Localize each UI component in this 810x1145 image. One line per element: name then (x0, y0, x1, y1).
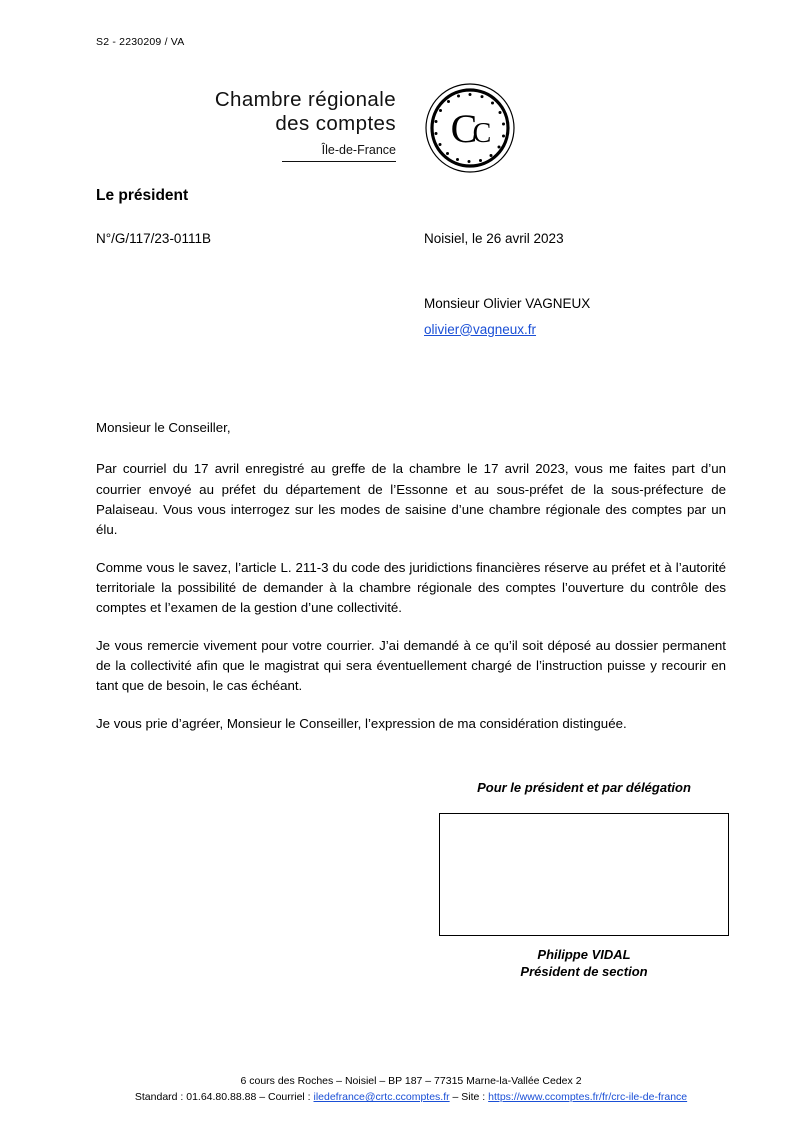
crc-seal-logo-icon (424, 82, 516, 174)
letterhead (96, 88, 516, 178)
footer-email-link[interactable]: iledefrance@crtc.ccomptes.fr (313, 1091, 450, 1104)
letter-body (96, 418, 726, 734)
signer-name: Philippe VIDAL (537, 947, 631, 962)
footer-contact-line (96, 1089, 726, 1105)
letterhead-line-1: Chambre régionale (214, 88, 396, 111)
svg-text:C: C (472, 118, 492, 149)
letterhead-text (136, 88, 396, 162)
letter-number: N°/G/117/23-0111B (96, 231, 211, 246)
page-footer (96, 1073, 726, 1106)
svg-text:C: C (450, 106, 478, 151)
footer-contact-prefix: Standard : 01.64.80.88.88 – Courriel : (134, 1091, 314, 1104)
addressee-block (424, 291, 590, 342)
page-title: Le président (96, 187, 189, 204)
body-paragraph-2: Comme vous le savez, l’article L. 211-3 du code des juridictions financières réserve au préfet et à l’autorité territoriale la possibilité de demander à la chambre régionale des comptes l’ouverture du contrôle des comptes et l’examen de la gestion d’une collectivité. (96, 559, 726, 616)
delegation-note: Pour le président et par délégation (477, 780, 691, 795)
signature-box (439, 813, 729, 936)
letterhead-region: Île-de-France (282, 143, 396, 162)
document-reference-code: S2 - 2230209 / VA (96, 36, 185, 48)
addressee-name: Monsieur Olivier VAGNEUX (424, 296, 591, 311)
footer-contact-middle: – Site : (449, 1091, 489, 1104)
salutation: Monsieur le Conseiller, (96, 420, 231, 435)
signer-block (440, 946, 728, 980)
signer-role: Président de section (520, 964, 648, 980)
body-paragraph-1: Par courriel du 17 avril enregistré au greffe de la chambre le 17 avril 2023, vous me faites part d’un courrier envoyé au préfet du département de l’Essonne et au sous-préfet de la sous-préfecture de Palaiseau. Vous vous interrogez sur les modes de saisine d’une chambre régionale des comptes par un élu. (96, 461, 726, 538)
footer-site-link[interactable]: https://www.ccomptes.fr/fr/crc-ile-de-france (488, 1091, 688, 1104)
addressee-email-link[interactable]: olivier@vagneux.fr (424, 321, 537, 337)
footer-address: 6 cours des Roches – Noisiel – BP 187 – 77315 Marne-la-Vallée Cedex 2 (240, 1075, 582, 1087)
place-and-date: Noisiel, le 26 avril 2023 (424, 231, 564, 246)
closing-formula: Je vous prie d’agréer, Monsieur le Conseiller, l’expression de ma considération distinguée. (96, 715, 627, 731)
body-paragraph-3: Je vous remercie vivement pour votre courrier. J’ai demandé à ce qu’il soit déposé au dossier permanent de la collectivité afin que le magistrat qui sera éventuellement chargé de l’instruction puisse y recourir en tant que de besoin, le cas échéant. (96, 637, 726, 694)
letterhead-region-wrap (136, 143, 396, 162)
letterhead-line-2: des comptes (275, 112, 396, 136)
